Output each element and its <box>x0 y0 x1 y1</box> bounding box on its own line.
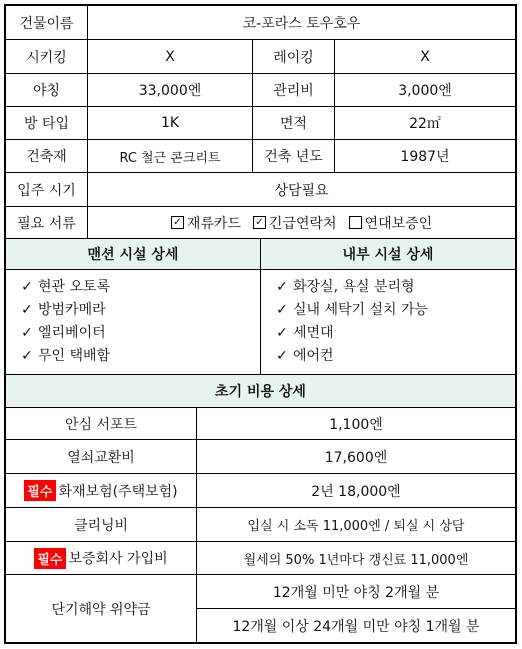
row-rent <box>6 74 515 107</box>
required-badge: 필수 <box>24 480 55 501</box>
year-value: 1987년 <box>400 149 450 165</box>
list-item: ✓ 엘리베이터 <box>16 322 110 345</box>
cost-row-penalty <box>6 575 515 642</box>
checkbox-checked-icon: ✓ <box>253 216 266 229</box>
property-sheet <box>4 4 517 644</box>
row-room <box>6 107 515 140</box>
checkbox-checked-icon: ✓ <box>171 216 184 229</box>
material-value: RC 철근 콘크리트 <box>88 140 253 172</box>
checkmark-icon: ✓ <box>276 279 288 295</box>
costs-title: 초기 비용 상세 <box>6 375 515 408</box>
list-item: ✓ 세면대 <box>271 322 428 345</box>
cost-label: 필수 화재보험(주택보험) <box>6 474 197 507</box>
list-item: ✓ 무인 택배함 <box>16 345 110 368</box>
checkmark-icon: ✓ <box>21 325 33 341</box>
facilities-header <box>6 239 515 270</box>
interior-facility-list <box>261 270 428 368</box>
facilities-lists <box>6 270 515 375</box>
row-building <box>6 140 515 173</box>
rent-value: 33,000엔 <box>88 74 253 106</box>
docs-label: 필요 서류 <box>6 207 88 238</box>
checkmark-icon: ✓ <box>21 302 33 318</box>
doc-emergency-contact: ✓ 긴급연락처 <box>253 213 337 233</box>
checkmark-icon: ✓ <box>21 279 33 295</box>
area-value: 22㎡ <box>409 116 441 132</box>
interior-facilities <box>261 270 515 374</box>
cost-value: 2년 18,000엔 <box>311 483 401 500</box>
required-badge: 필수 <box>34 548 65 569</box>
material-label: 건축재 <box>6 140 88 172</box>
reikin-label: 레이킹 <box>253 40 335 73</box>
area-label: 면적 <box>253 107 335 139</box>
list-item: ✓ 에어컨 <box>271 345 428 368</box>
row-docs <box>6 207 515 239</box>
checkbox-empty-icon <box>349 216 362 229</box>
penalty-label: 단기해약 위약금 <box>6 575 197 642</box>
checkmark-icon: ✓ <box>21 348 33 364</box>
penalty-under-12: 12개월 미만 야칭 2개월 분 <box>197 575 515 609</box>
doc-residence-card: ✓ 재류카드 <box>171 213 241 233</box>
cost-label: 클리닝비 <box>6 508 197 541</box>
move-in-label: 입주 시기 <box>6 173 88 206</box>
row-building-name <box>6 6 515 40</box>
row-deposit <box>6 40 515 74</box>
cost-label: 안심 서포트 <box>6 408 197 439</box>
shikikin-label: 시키킹 <box>6 40 88 73</box>
room-type-value: 1K <box>88 107 253 139</box>
mgmt-value: 3,000엔 <box>398 83 452 99</box>
checkmark-icon: ✓ <box>276 302 288 318</box>
cost-row-key <box>6 440 515 474</box>
cost-label: 필수 보증회사 가입비 <box>6 542 197 574</box>
reikin-value: X <box>420 48 430 65</box>
building-name: 코-포라스 토우호우 <box>242 15 361 32</box>
checkmark-icon: ✓ <box>276 325 288 341</box>
list-item: ✓ 화장실, 욕실 분리형 <box>271 276 428 299</box>
cost-row-insurance <box>6 474 515 508</box>
row-move-in <box>6 173 515 207</box>
cost-value: 월세의 50% 1년마다 갱신료 11,000엔 <box>243 552 469 568</box>
list-item: ✓ 방범카메라 <box>16 299 110 322</box>
cost-row-cleaning <box>6 508 515 542</box>
rent-label: 야칭 <box>6 74 88 106</box>
shikikin-value: X <box>88 40 253 73</box>
cost-label: 열쇠교환비 <box>6 440 197 473</box>
cost-row-guarantee <box>6 542 515 575</box>
list-item: ✓ 현관 오토록 <box>16 276 110 299</box>
mansion-facilities <box>6 270 261 374</box>
mansion-facilities-title: 맨션 시설 상세 <box>6 239 261 269</box>
cost-value: 17,600엔 <box>324 449 388 466</box>
move-in-value: 상담필요 <box>274 182 329 199</box>
checkmark-icon: ✓ <box>276 348 288 364</box>
cost-value: 입실 시 소독 11,000엔 / 퇴실 시 상담 <box>247 519 465 534</box>
building-name-label: 건물이름 <box>6 6 88 39</box>
penalty-12-to-24: 12개월 이상 24개월 미만 야칭 1개월 분 <box>232 618 480 635</box>
mgmt-label: 관리비 <box>253 74 335 106</box>
mansion-facility-list <box>6 270 110 368</box>
list-item: ✓ 실내 세탁기 설치 가능 <box>271 299 428 322</box>
docs-value <box>88 207 515 238</box>
cost-row-support <box>6 408 515 440</box>
room-type-label: 방 타입 <box>6 107 88 139</box>
interior-facilities-title: 내부 시설 상세 <box>261 239 515 269</box>
doc-guarantor: 연대보증인 <box>349 213 433 233</box>
cost-value: 1,100엔 <box>329 416 383 433</box>
year-label: 건축 년도 <box>253 140 335 172</box>
penalty-values <box>197 575 515 642</box>
